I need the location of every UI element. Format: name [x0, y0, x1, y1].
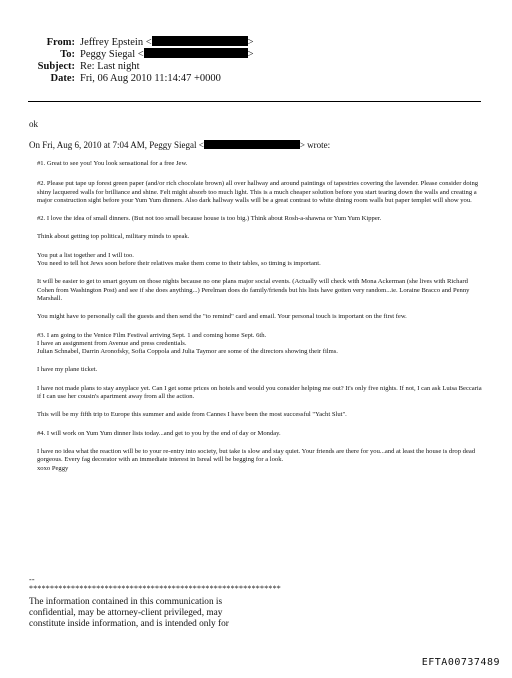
bracket: > — [247, 49, 254, 60]
quoted-paragraph: I have not made plans to stay anyplace yet. Can I get some prices on hotels and would you consider helping me out? It's only five nights. If not, I can ask Luisa Beccaria if I can use her cousin's apartment away from all the action. — [37, 384, 482, 401]
confidentiality-notice — [29, 597, 289, 631]
notice-line: constitute inside information, and is intended only for — [29, 619, 229, 630]
quoted-paragraph: You put a list together and I will too. You need to tell hot Jews soon before their relatives make them come to their tables, so timing is important. — [37, 251, 321, 268]
quote-intro-text: On Fri, Aug 6, 2010 at 7:04 AM, Peggy Siegal < — [29, 140, 204, 150]
quoted-paragraph: I have my plane ticket. — [37, 366, 98, 374]
signature-dashes: -- — [29, 575, 35, 584]
quoted-paragraph: #4. I will work on Yum Yum dinner lists today...and get to you by the end of day or Monday. — [37, 429, 281, 437]
email-header — [0, 24, 512, 94]
quoted-paragraph: #2. Please put tape up forest green paper (and/or rich chocolate brown) all over hallway and around paintings of tapestries covering the lavender. Please consider doing shiny lacquered walls for brilliance and shine. Felt might absorb too much light. This is a much cheaper solution before you start tearing down the walls and creating a major construction sight before your Yum Yum dinners. Also dark hallway walls will be a great contrast to white dining room walls but paper templet will show you. — [37, 180, 479, 204]
redaction-block — [152, 36, 248, 46]
date-label: Date: — [50, 73, 75, 84]
separator-stars: ************************************************************ — [29, 584, 281, 593]
bracket: > — [247, 37, 254, 48]
quote-intro — [29, 140, 330, 151]
subject-value: Re: Last night — [80, 61, 140, 72]
notice-line: confidential, may be attorney-client privileged, may — [29, 608, 223, 619]
from-label: From: — [46, 37, 75, 48]
quoted-message — [37, 160, 485, 473]
quoted-paragraph: #1. Great to see you! You look sensational for a free Jew. — [37, 160, 188, 167]
to-text: Peggy Siegal < — [80, 49, 144, 60]
bates-number: EFTA00737489 — [421, 657, 500, 668]
quoted-paragraph: #2. I love the idea of small dinners. (But not too small because house is too big.) Think about Rosh-a-shawna or Yum Yum Kipper. — [37, 215, 382, 223]
quoted-paragraph: Think about getting top political, military minds to speak. — [37, 233, 190, 241]
quoted-paragraph: I have no idea what the reaction will be to your re-entry into society, but take is slow and stay quiet. Your friends are there for you...and at least the house is drop dead gorgeous. Every fag decorator with an immediate interest in Isreal will be begging for a look. xoxo Peggy — [37, 447, 476, 472]
redaction-block — [144, 48, 248, 58]
date-row — [0, 72, 512, 85]
quoted-paragraph: It will be easier to get to smart goyum on those nights because no one plans major social events. (Actually will check with Mona Ackerman (she lives with Richard Cohen from Washington Post) and see if she does anything...) Perelman does do family/friends but his lists have gotten very random...ie. Loraine Bracco and Penny Marshall. — [37, 278, 470, 302]
to-label: To: — [60, 49, 75, 60]
date-value: Fri, 06 Aug 2010 11:14:47 +0000 — [80, 73, 221, 84]
redaction-block — [204, 140, 300, 149]
notice-line: The information contained in this communication is — [29, 597, 223, 607]
subject-label: Subject: — [37, 61, 75, 72]
quoted-paragraph: This will be my fifth trip to Europe this summer and aside from Cannes I have been the most successful "Yacht Slut". — [37, 411, 347, 419]
reply-text: ok — [29, 119, 38, 129]
quoted-paragraph: #3. I am going to the Venice Film Festival arriving Sept. 1 and coming home Sept. 6th. I have an assignment from Avenue and press credentials. Julian Schnabel, Darrin Aronofsky, Sofia Coppola and Julia Taymor are some of the directors showing their films. — [37, 331, 338, 356]
quote-intro-end: > wrote: — [299, 140, 331, 150]
quoted-paragraph: You might have to personally call the guests and then send the "to remind" card and email. Your personal touch is important on the first few. — [37, 313, 407, 321]
from-text: Jeffrey Epstein < — [80, 37, 152, 48]
header-divider — [28, 101, 481, 102]
